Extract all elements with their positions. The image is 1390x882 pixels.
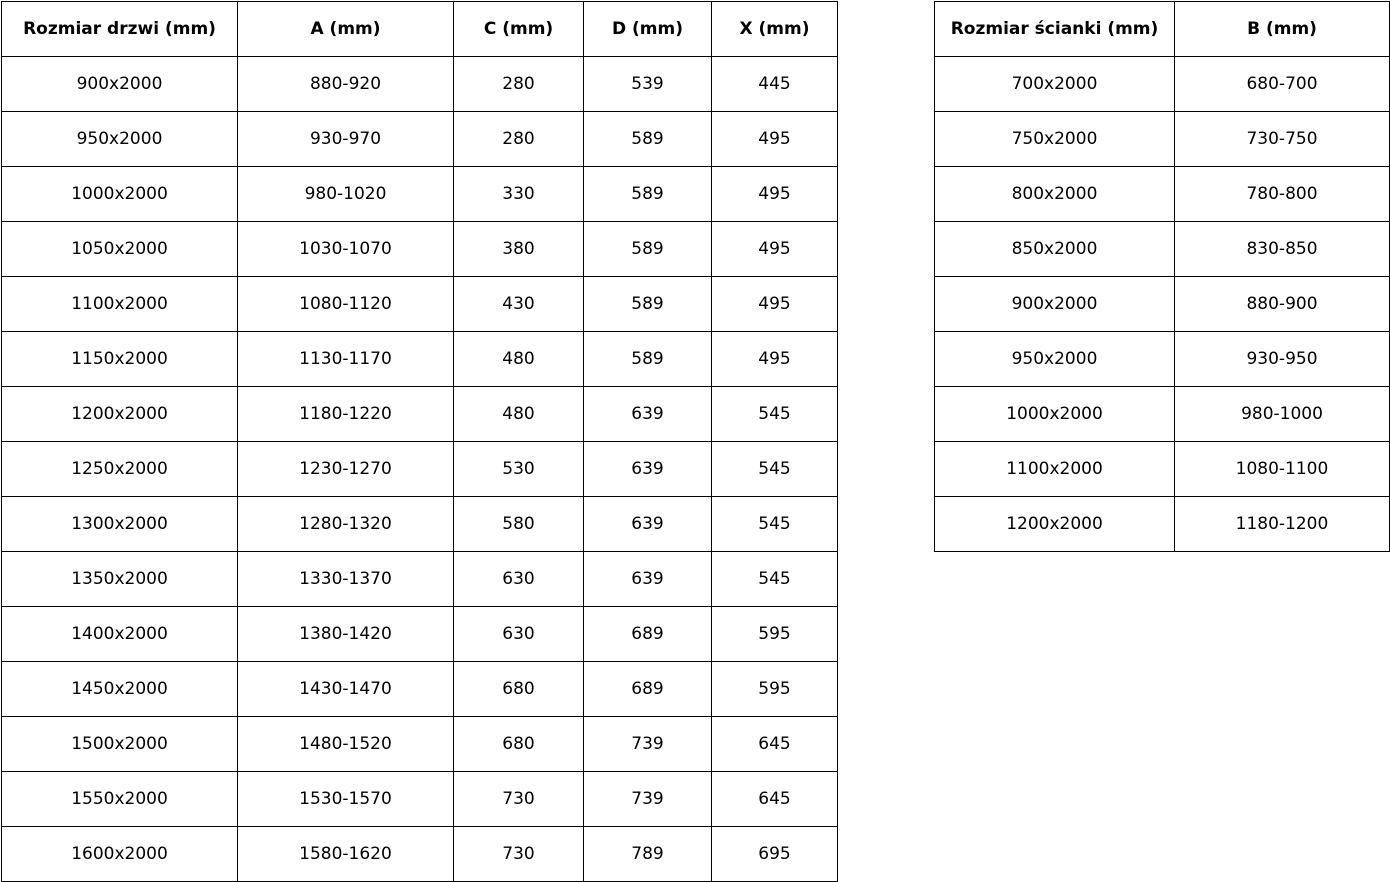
table-row [2, 717, 838, 772]
cell-a: 1380-1420 [238, 607, 454, 662]
table-header-row [2, 2, 838, 57]
cell-c: 480 [454, 332, 584, 387]
table-row [935, 57, 1390, 112]
cell-b: 980-1000 [1175, 387, 1390, 442]
wall-sizes-table-head [935, 2, 1390, 57]
cell-d: 689 [584, 607, 712, 662]
cell-a: 1130-1170 [238, 332, 454, 387]
cell-d: 789 [584, 827, 712, 882]
cell-c: 480 [454, 387, 584, 442]
cell-wall-size: 900x2000 [935, 277, 1175, 332]
cell-c: 530 [454, 442, 584, 497]
table-row [2, 497, 838, 552]
column-header-d: D (mm) [584, 2, 712, 57]
column-header-b: B (mm) [1175, 2, 1390, 57]
cell-door-size: 1450x2000 [2, 662, 238, 717]
wall-sizes-table [934, 1, 1390, 552]
table-row [2, 222, 838, 277]
table-header-row [935, 2, 1390, 57]
cell-door-size: 1600x2000 [2, 827, 238, 882]
table-row [935, 387, 1390, 442]
cell-x: 545 [712, 552, 838, 607]
cell-x: 595 [712, 662, 838, 717]
cell-a: 880-920 [238, 57, 454, 112]
cell-a: 1580-1620 [238, 827, 454, 882]
cell-c: 630 [454, 607, 584, 662]
cell-b: 780-800 [1175, 167, 1390, 222]
cell-d: 589 [584, 277, 712, 332]
table-row [935, 332, 1390, 387]
column-header-c: C (mm) [454, 2, 584, 57]
cell-door-size: 1300x2000 [2, 497, 238, 552]
cell-a: 1230-1270 [238, 442, 454, 497]
cell-c: 280 [454, 112, 584, 167]
cell-wall-size: 850x2000 [935, 222, 1175, 277]
cell-b: 1080-1100 [1175, 442, 1390, 497]
cell-door-size: 1550x2000 [2, 772, 238, 827]
cell-d: 589 [584, 222, 712, 277]
table-row [2, 442, 838, 497]
cell-door-size: 1150x2000 [2, 332, 238, 387]
cell-door-size: 1350x2000 [2, 552, 238, 607]
cell-c: 330 [454, 167, 584, 222]
cell-b: 830-850 [1175, 222, 1390, 277]
table-row [935, 112, 1390, 167]
table-row [935, 497, 1390, 552]
cell-door-size: 1500x2000 [2, 717, 238, 772]
cell-a: 1180-1220 [238, 387, 454, 442]
cell-wall-size: 1100x2000 [935, 442, 1175, 497]
door-sizes-table-body [2, 57, 838, 882]
cell-wall-size: 700x2000 [935, 57, 1175, 112]
cell-door-size: 1100x2000 [2, 277, 238, 332]
cell-door-size: 900x2000 [2, 57, 238, 112]
table-row [2, 167, 838, 222]
cell-a: 1080-1120 [238, 277, 454, 332]
cell-door-size: 950x2000 [2, 112, 238, 167]
cell-door-size: 1200x2000 [2, 387, 238, 442]
cell-door-size: 1050x2000 [2, 222, 238, 277]
cell-b: 680-700 [1175, 57, 1390, 112]
cell-c: 680 [454, 717, 584, 772]
cell-c: 580 [454, 497, 584, 552]
cell-x: 545 [712, 442, 838, 497]
table-row [2, 772, 838, 827]
cell-c: 280 [454, 57, 584, 112]
cell-door-size: 1000x2000 [2, 167, 238, 222]
table-row [2, 607, 838, 662]
cell-b: 1180-1200 [1175, 497, 1390, 552]
cell-wall-size: 1000x2000 [935, 387, 1175, 442]
cell-d: 639 [584, 497, 712, 552]
table-row [2, 662, 838, 717]
cell-x: 645 [712, 772, 838, 827]
wall-sizes-table-body [935, 57, 1390, 552]
cell-d: 739 [584, 717, 712, 772]
cell-a: 1480-1520 [238, 717, 454, 772]
cell-a: 980-1020 [238, 167, 454, 222]
cell-x: 545 [712, 497, 838, 552]
cell-x: 495 [712, 222, 838, 277]
cell-d: 589 [584, 112, 712, 167]
cell-c: 630 [454, 552, 584, 607]
cell-wall-size: 950x2000 [935, 332, 1175, 387]
table-row [2, 387, 838, 442]
cell-x: 445 [712, 57, 838, 112]
table-row [935, 167, 1390, 222]
table-row [935, 442, 1390, 497]
column-header-door-size: Rozmiar drzwi (mm) [2, 2, 238, 57]
table-row [935, 222, 1390, 277]
cell-door-size: 1400x2000 [2, 607, 238, 662]
table-row [935, 277, 1390, 332]
cell-c: 730 [454, 827, 584, 882]
cell-a: 1330-1370 [238, 552, 454, 607]
cell-x: 495 [712, 332, 838, 387]
cell-d: 589 [584, 332, 712, 387]
cell-b: 730-750 [1175, 112, 1390, 167]
cell-a: 1530-1570 [238, 772, 454, 827]
cell-x: 645 [712, 717, 838, 772]
cell-d: 739 [584, 772, 712, 827]
column-header-x: X (mm) [712, 2, 838, 57]
cell-d: 639 [584, 387, 712, 442]
cell-wall-size: 800x2000 [935, 167, 1175, 222]
cell-b: 930-950 [1175, 332, 1390, 387]
table-row [2, 57, 838, 112]
cell-x: 495 [712, 277, 838, 332]
cell-wall-size: 1200x2000 [935, 497, 1175, 552]
cell-x: 595 [712, 607, 838, 662]
table-row [2, 552, 838, 607]
cell-d: 639 [584, 442, 712, 497]
cell-a: 1280-1320 [238, 497, 454, 552]
door-sizes-table [1, 1, 838, 882]
column-header-wall-size: Rozmiar ścianki (mm) [935, 2, 1175, 57]
table-row [2, 112, 838, 167]
table-row [2, 277, 838, 332]
cell-c: 380 [454, 222, 584, 277]
cell-a: 1030-1070 [238, 222, 454, 277]
cell-c: 680 [454, 662, 584, 717]
cell-c: 430 [454, 277, 584, 332]
cell-c: 730 [454, 772, 584, 827]
cell-wall-size: 750x2000 [935, 112, 1175, 167]
cell-x: 495 [712, 167, 838, 222]
cell-door-size: 1250x2000 [2, 442, 238, 497]
cell-d: 589 [584, 167, 712, 222]
cell-b: 880-900 [1175, 277, 1390, 332]
cell-d: 639 [584, 552, 712, 607]
cell-x: 495 [712, 112, 838, 167]
table-row [2, 827, 838, 882]
cell-d: 539 [584, 57, 712, 112]
cell-x: 695 [712, 827, 838, 882]
cell-d: 689 [584, 662, 712, 717]
door-sizes-table-head [2, 2, 838, 57]
cell-a: 1430-1470 [238, 662, 454, 717]
cell-x: 545 [712, 387, 838, 442]
column-header-a: A (mm) [238, 2, 454, 57]
table-row [2, 332, 838, 387]
cell-a: 930-970 [238, 112, 454, 167]
